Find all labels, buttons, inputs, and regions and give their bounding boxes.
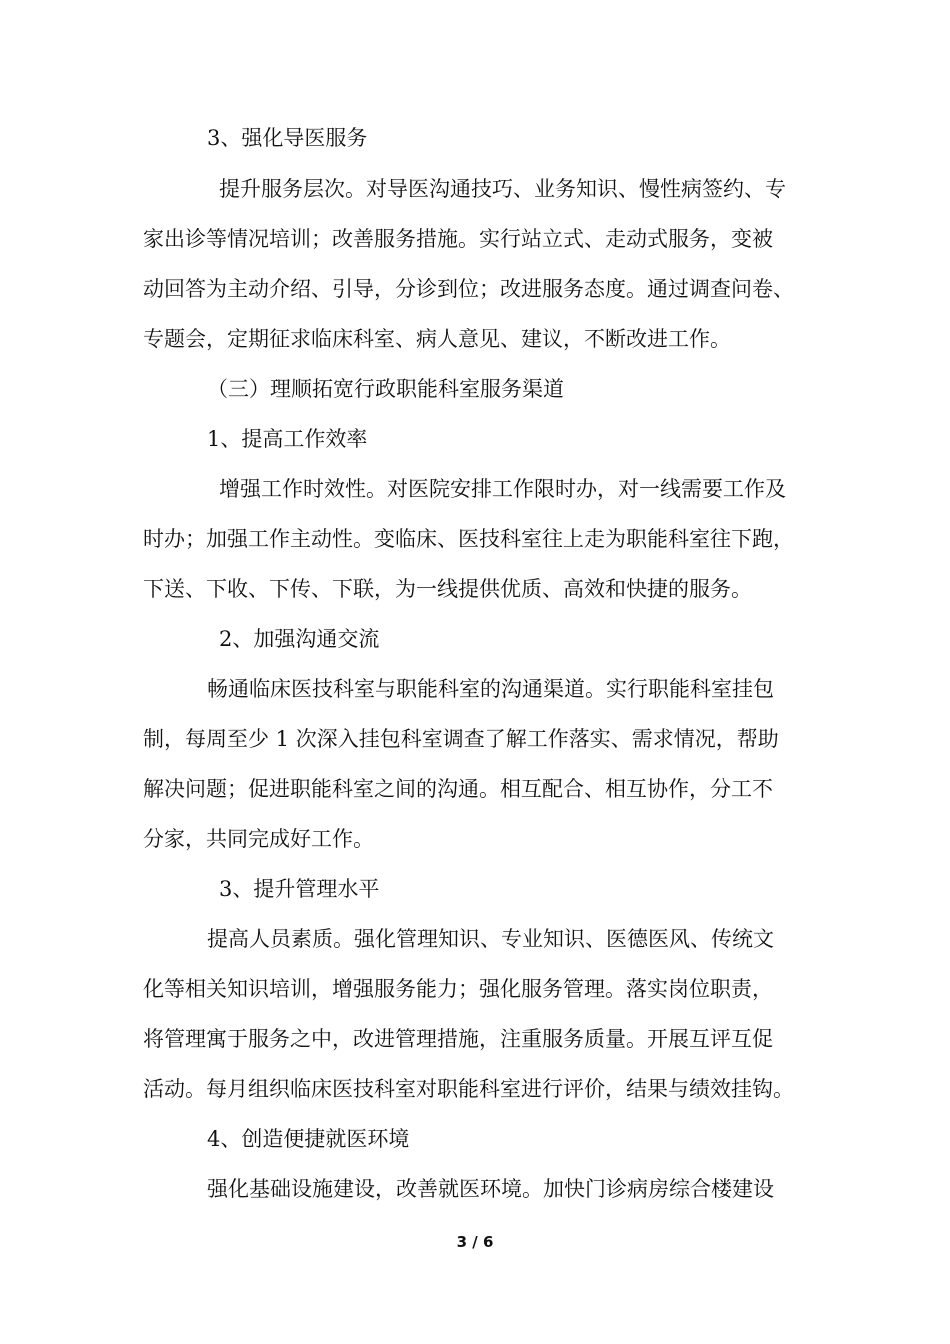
- paragraph-line: 化等相关知识培训，增强服务能力；强化服务管理。落实岗位职责，: [143, 977, 773, 1001]
- heading-line: 3、提升管理水平: [219, 877, 380, 901]
- paragraph-line: 活动。每月组织临床医技科室对职能科室进行评价，结果与绩效挂钩。: [143, 1077, 794, 1101]
- page-number: 3 / 6: [456, 1233, 494, 1251]
- paragraph-line: 解决问题；促进职能科室之间的沟通。相互配合、相互协作，分工不: [143, 777, 773, 801]
- paragraph-line: 动回答为主动介绍、引导，分诊到位；改进服务态度。通过调查问卷、: [143, 277, 794, 301]
- heading-line: 3、强化导医服务: [207, 126, 368, 150]
- section-heading-line: （三）理顺拓宽行政职能科室服务渠道: [207, 377, 564, 401]
- heading-line: 2、加强沟通交流: [219, 627, 380, 651]
- paragraph-line: 下送、下收、下传、下联，为一线提供优质、高效和快捷的服务。: [143, 577, 752, 601]
- paragraph-line: 家出诊等情况培训；改善服务措施。实行站立式、走动式服务，变被: [143, 227, 773, 251]
- paragraph-line: 时办；加强工作主动性。变临床、医技科室往上走为职能科室往下跑，: [143, 527, 794, 551]
- paragraph-line: 畅通临床医技科室与职能科室的沟通渠道。实行职能科室挂包: [207, 677, 774, 701]
- paragraph-line: 专题会，定期征求临床科室、病人意见、建议，不断改进工作。: [143, 327, 731, 351]
- paragraph-line: 提升服务层次。对导医沟通技巧、业务知识、慢性病签约、专: [219, 177, 786, 201]
- paragraph-line: 增强工作时效性。对医院安排工作限时办，对一线需要工作及: [219, 477, 786, 501]
- paragraph-line: 制，每周至少 1 次深入挂包科室调查了解工作落实、需求情况，帮助: [143, 727, 779, 751]
- paragraph-line: 强化基础设施建设，改善就医环境。加快门诊病房综合楼建设: [207, 1177, 774, 1201]
- paragraph-line: 提高人员素质。强化管理知识、专业知识、医德医风、传统文: [207, 927, 774, 951]
- heading-line: 4、创造便捷就医环境: [207, 1127, 410, 1151]
- heading-line: 1、提高工作效率: [207, 427, 368, 451]
- paragraph-line: 将管理寓于服务之中，改进管理措施，注重服务质量。开展互评互促: [143, 1027, 773, 1051]
- paragraph-line: 分家，共同完成好工作。: [143, 827, 374, 851]
